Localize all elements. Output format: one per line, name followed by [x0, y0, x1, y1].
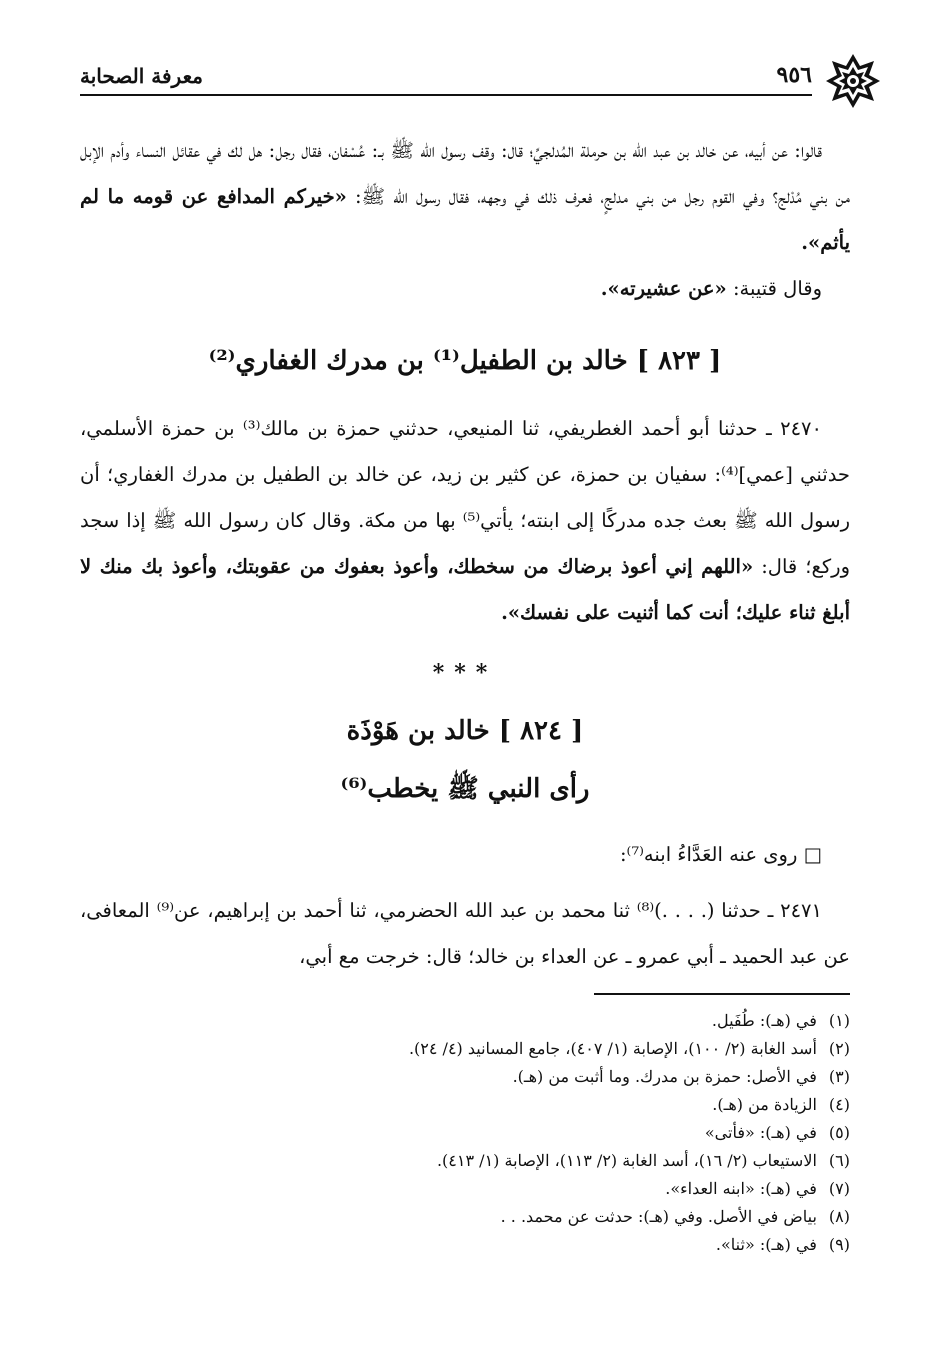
- footnote-text: في (هـ): «ثنا».: [715, 1235, 817, 1254]
- footnote-number: (٨): [828, 1207, 850, 1226]
- hadith-quote-1: «خيركم المدافع عن قومه ما لم يأثم».: [80, 185, 850, 254]
- footnote-number: (٣): [828, 1067, 850, 1086]
- paragraph-4: [80, 832, 850, 878]
- paragraph-3: [80, 406, 850, 636]
- section-divider-stars: ***: [432, 660, 498, 686]
- footnote-text: بياض في الأصل. وفي (هـ): حدثت عن محمد. . .: [500, 1207, 817, 1226]
- footnote-number: (٩): [828, 1235, 850, 1254]
- footnote: [110, 1091, 850, 1119]
- footnote-number: (١): [828, 1011, 850, 1030]
- footnote-text: الزيادة من (هـ).: [712, 1095, 817, 1114]
- footnote-text: في (هـ): «فأتى»: [704, 1123, 817, 1142]
- paragraph-3-text: ٢٤٧٠ ـ حدثنا أبو أحمد الغطريفي، ثنا المنيعي، حدثني حمزة بن مالك⁽³⁾ بن حمزة الأسلمي، حدثني [عمي]⁽⁴⁾: سفيان بن حمزة، عن كثير بن زيد، عن خالد بن الطفيل بن مدرك الغفاري؛ أن رسول الله ﷺ بعث جده مدركًا إلى ابنته؛ يأتي⁽⁵⁾ بها من مكة. وقال كان رسول الله ﷺ إذا سجد وركع؛ قال:: [80, 417, 850, 578]
- footnote-rule: [594, 993, 850, 995]
- header-rule: [80, 94, 812, 96]
- page-header: [80, 58, 862, 100]
- book-title: معرفة الصحابة: [80, 64, 203, 88]
- paragraph-1: [80, 128, 850, 312]
- footnote: [110, 1231, 850, 1259]
- footnote: [110, 1147, 850, 1175]
- paragraph-5-text: ٢٤٧١ ـ حدثنا (. . . .)⁽⁸⁾ ثنا محمد بن عبد الله الحضرمي، ثنا أحمد بن إبراهيم، عن⁽⁹⁾ المعافى، عن عبد الحميد ـ أبي عمرو ـ عن العداء بن خالد؛ قال: خرجت مع أبي،: [80, 899, 850, 968]
- footnote-text: في الأصل: حمزة بن مدرك. وما أثبت من (هـ).: [512, 1067, 817, 1086]
- narrator-line: □ روى عنه العَدَّاءُ ابنه⁽⁷⁾:: [619, 843, 822, 866]
- footnotes: [110, 1007, 850, 1259]
- footnote-text: في (هـ): طُفَيل.: [711, 1011, 817, 1030]
- footnote-text: في (هـ): «ابنه العداء».: [665, 1179, 817, 1198]
- footnote-number: (٥): [828, 1123, 850, 1142]
- footnote: [110, 1119, 850, 1147]
- paragraph-5: [80, 888, 850, 980]
- footnote-number: (٧): [828, 1179, 850, 1198]
- section-title-824: [ ٨٢٤ ] خالد بن هَوْذَة: [346, 716, 584, 746]
- footnote: [110, 1007, 850, 1035]
- hadith-quote-2: «عن عشيرته».: [600, 277, 727, 300]
- page-number: ٩٥٦: [776, 62, 812, 88]
- paragraph-2-lead: وقال قتيبة:: [732, 277, 822, 300]
- footnote-number: (٦): [828, 1151, 850, 1170]
- paragraph-1-text: قالوا: عن أبيه، عن خالد بن عبد الله بن حرملة المُدلجيِّ؛ قال: وقف رسول الله ﷺ بـ: عُسْفان، فقال رجل: هل لك في عقائل النساء وأدم الإبل من بني مُدْلج؟ وفي القوم رجل من بني مدلجٍ، فعرف ذلك في وجهه، فقال رسول الله ﷺ:: [80, 139, 851, 208]
- footnote: [110, 1063, 850, 1091]
- section-title-823: [ ٨٢٣ ] خالد بن الطفيل⁽¹⁾ بن مدرك الغفاري⁽²⁾: [208, 346, 722, 376]
- footnote-text: الاستيعاب (٢/ ١٦)، أسد الغابة (٢/ ١١٣)، الإصابة (١/ ٤١٣).: [436, 1151, 817, 1170]
- footnote-text: أسد الغابة (٢/ ١٠٠)، الإصابة (١/ ٤٠٧)، جامع المسانيد (٤/ ٢٤).: [408, 1039, 817, 1058]
- hadith-quote-3: «اللهم إني أعوذ برضاك من سخطك، وأعوذ بعفوك من عقوبتك، وأعوذ بك منك لا أبلغ ثناء عليك؛ أنت كما أثنيت على نفسك».: [80, 555, 850, 624]
- star-ornament-icon: [824, 52, 882, 110]
- footnote: [110, 1175, 850, 1203]
- footnote-number: (٤): [828, 1095, 850, 1114]
- section-subtitle-824: رأى النبي ﷺ يخطب⁽⁶⁾: [340, 774, 590, 804]
- footnote-number: (٢): [828, 1039, 850, 1058]
- footnote: [110, 1203, 850, 1231]
- footnote: [110, 1035, 850, 1063]
